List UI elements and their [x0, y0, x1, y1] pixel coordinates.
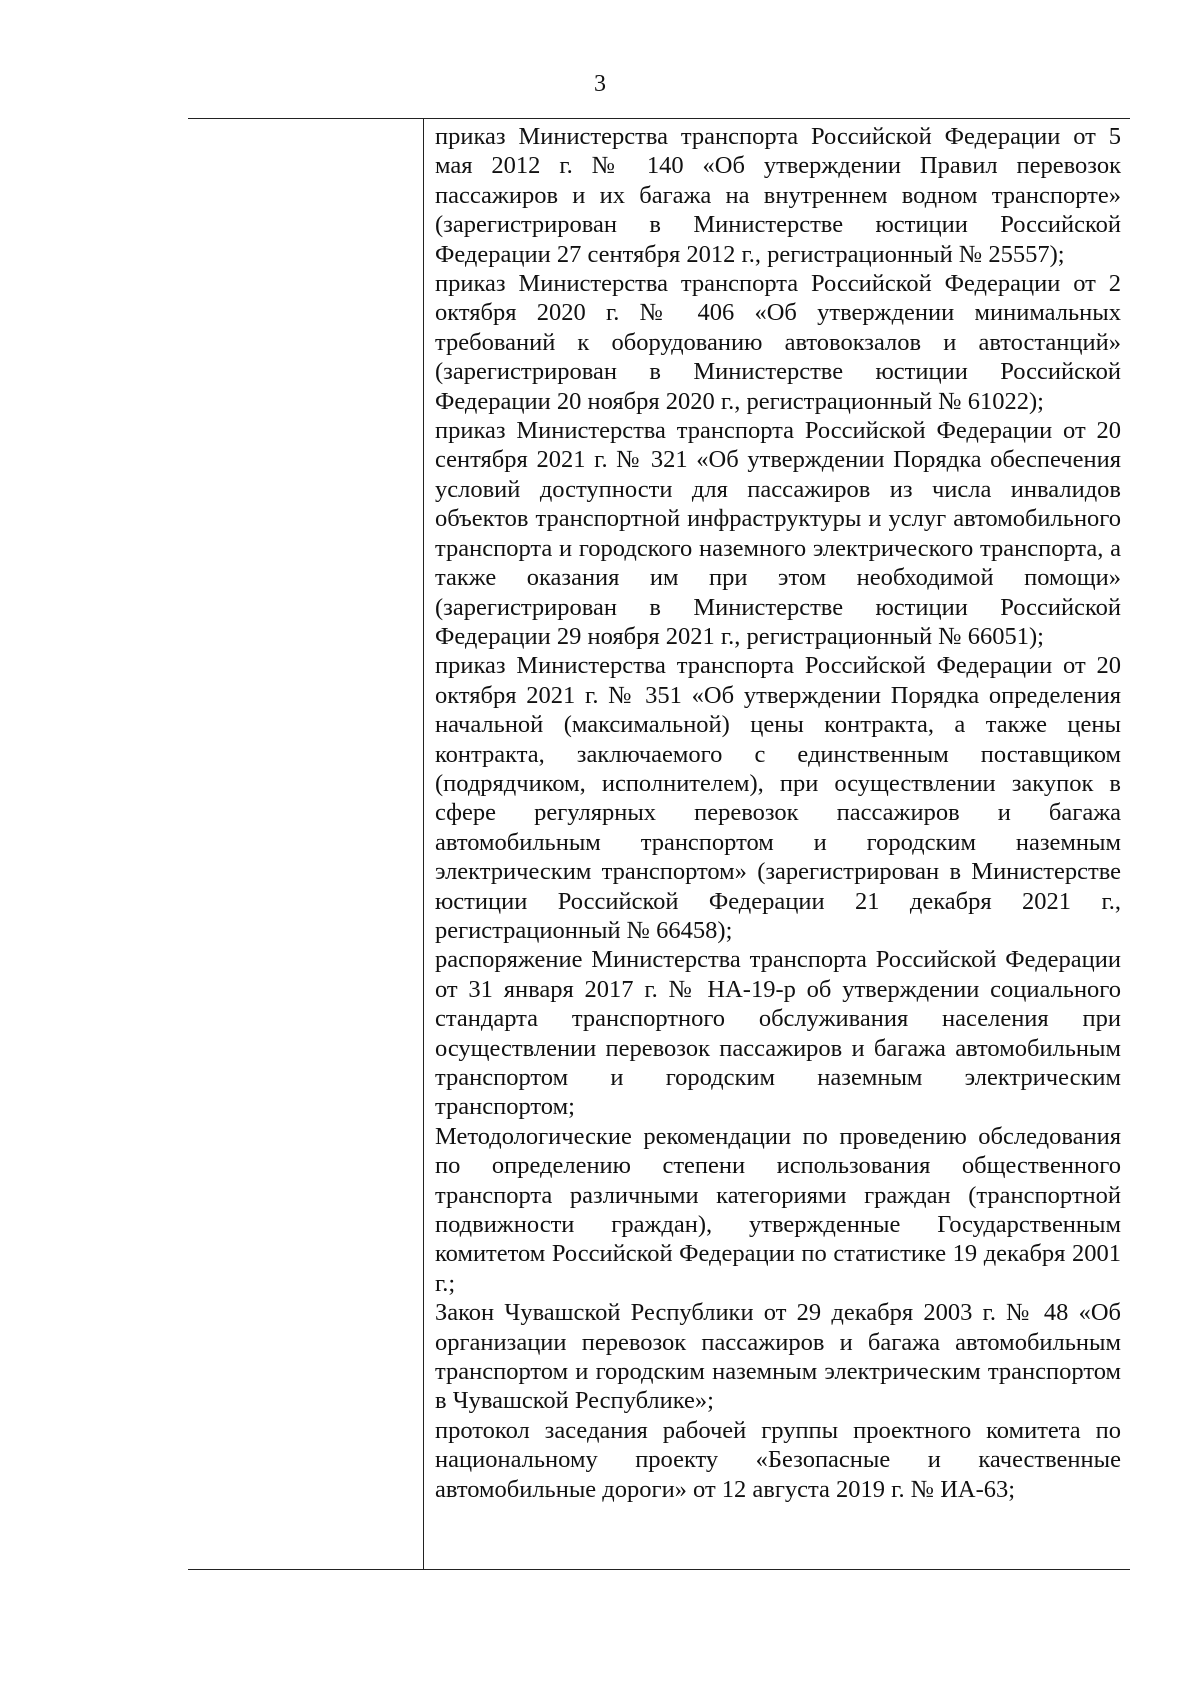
legal-act-entry: Закон Чувашской Республики от 29 декабря 2003 г. № 48 «Об организации перевозок пассажиров и багажа автомобильным транспортом и городским наземным электрическим транспортом в Чувашской Республике»;: [435, 1299, 1121, 1415]
legal-act-entry: приказ Министерства транспорта Российской Федерации от 20 октября 2021 г. № 351 «Об утверждении Порядка определения начальной (максимальной) цены контракта, а также цены контракта, заключаемого с единственным поставщиком (подрядчиком, исполнителем), при осуществлении закупок в сфере регулярных перевозок пассажиров и багажа автомобильным транспортом и городским наземным электрическим транспортом» (зарегистрирован в Министерстве юстиции Российской Федерации 21 декабря 2021 г., регистрационный № 66458);: [435, 652, 1121, 944]
table-left-cell: [188, 119, 423, 1569]
page-number: 3: [594, 71, 606, 97]
legal-act-entry: приказ Министерства транспорта Российской Федерации от 2 октября 2020 г. № 406 «Об утверждении минимальных требований к оборудованию автовокзалов и автостанций» (зарегистрирован в Министерстве юстиции Российской Федерации 20 ноября 2020 г., регистрационный № 61022);: [435, 270, 1121, 415]
document-table: [188, 118, 1130, 1570]
legal-act-entry: протокол заседания рабочей группы проектного комитета по национальному проекту «Безопасные и качественные автомобильные дороги» от 12 августа 2019 г. № ИА-63;: [435, 1416, 1121, 1503]
column-divider: [423, 119, 424, 1569]
legal-act-entry: приказ Министерства транспорта Российской Федерации от 20 сентября 2021 г. № 321 «Об утверждении Порядка обеспечения условий доступности для пассажиров из числа инвалидов объектов транспортной инфраструктуры и услуг автомобильного транспорта и городского наземного электрического транспорта, а также оказания им при этом необходимой помощи» (зарегистрирован в Министерстве юстиции Российской Федерации 29 ноября 2021 г., регистрационный № 66051);: [435, 417, 1121, 650]
legal-act-entry: распоряжение Министерства транспорта Российской Федерации от 31 января 2017 г. № НА-19-р об утверждении социального стандарта транспортного обслуживания населения при осуществлении перевозок пассажиров и багажа автомобильным транспортом и городским наземным электрическим транспортом;: [435, 946, 1121, 1121]
legal-act-entry: Методологические рекомендации по проведению обследования по определению степени использования общественного транспорта различными категориями граждан (транспортной подвижности граждан), утвержденные Государственным комитетом Российской Федерации по статистике 19 декабря 2001 г.;: [435, 1122, 1121, 1297]
table-right-cell: [435, 122, 1121, 1504]
legal-act-entry: приказ Министерства транспорта Российской Федерации от 5 мая 2012 г. № 140 «Об утверждении Правил перевозок пассажиров и их багажа на внутреннем водном транспорте» (зарегистрирован в Министерстве юстиции Российской Федерации 27 сентября 2012 г., регистрационный № 25557);: [435, 123, 1121, 268]
